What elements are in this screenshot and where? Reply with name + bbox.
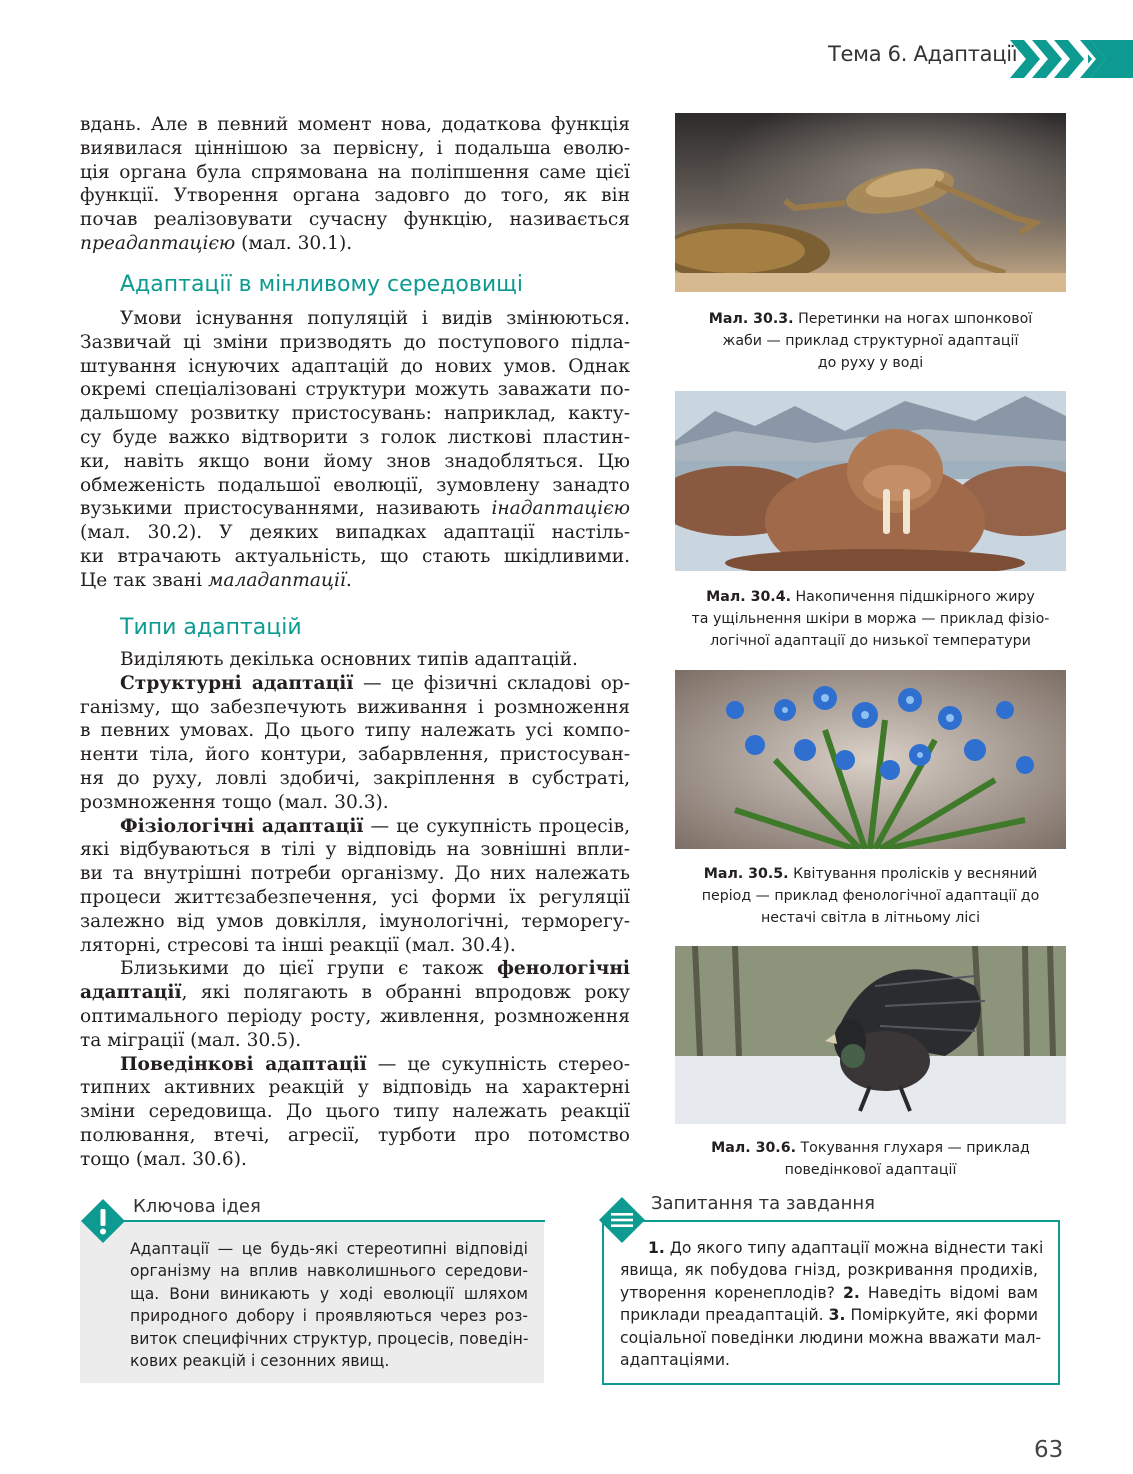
walrus-photo [675,391,1066,571]
text-line: ки, навіть якщо вони йому знов знадобляться. Цю [80,450,630,472]
text-line: почав реалізовувати сучасну функцію, називається [80,209,630,231]
chevrons-icon [1010,40,1133,78]
questions-title: Запитання та завдання [651,1193,875,1214]
text-line: ща. Вони виникають у ході еволюції шляхом [130,1284,528,1303]
key-idea-text [130,1238,528,1372]
caption-text: Квітування пролісків у весняний [788,866,1038,882]
text-line: окремі спеціалізовані структури можуть заважати по- [80,379,630,401]
frog-photo [675,113,1066,292]
caption-text: Перетинки на ногах шпонкової [793,311,1033,327]
term-preadaptation: преадаптацією [80,232,236,254]
text-line: типних активних реакцій у відповідь на характерні [80,1077,630,1099]
figure-ref: (мал. 30.1). [235,232,353,254]
text-line: ви та внутрішні потреби організму. До них належать [80,863,630,885]
chapter-title: Тема 6. Адаптації [828,42,1018,66]
text-line: організму на вплив навколишнього середови- [130,1262,528,1281]
text-line [620,1304,1038,1326]
intro-paragraph [80,113,630,256]
text-line [80,672,630,696]
text-line: функції. Утворення органа задовго до того, як він [80,185,630,207]
caption-fig-30-4 [668,586,1073,652]
text-line: в певних умовах. До цього типу належать усі компо- [80,720,630,742]
caption-label: Мал. 30.3. [708,311,794,327]
term-phenological-cont: адаптації [80,982,182,1004]
section-heading-changing-environment: Адаптації в мінливому середовищі [120,272,523,297]
caption-label: Мал. 30.5. [703,866,789,882]
text-line: явища, як побудова гнізд, розкривання продихів, [620,1261,1038,1280]
text-line: дальшому розвитку пристосувань: наприклад, какту- [80,403,630,425]
page-number: 63 [1034,1437,1064,1463]
question-text: Наведіть відомі вам [859,1283,1038,1302]
text-line: вдань. Але в певний момент нова, додаткова функція [80,114,630,135]
caption-text: нестачі світла в літньому лісі [760,910,981,926]
text-line [80,232,630,256]
key-idea-rule [120,1220,545,1222]
text-line: Виділяють декілька основних типів адаптацій. [120,649,578,670]
exclamation-icon [80,1198,126,1244]
caption-label: Мал. 30.6. [711,1140,796,1156]
text-line [80,981,630,1005]
section2-paragraphs [80,648,630,1172]
caption-label: Мал. 30.4. [706,589,791,605]
text-line [80,1053,630,1077]
caption-text: жаби — приклад структурної адаптації [722,333,1019,349]
text-line: тощо (мал. 30.6). [80,1148,247,1170]
text-line: процеси життєзабезпечення, усі форми їх регуляції [80,886,630,908]
term-phenological: фенологічні [497,958,630,980]
text-line: виток специфічних структур, процесів, поведін- [130,1329,529,1348]
text-line: кових реакцій і сезонних явищ. [130,1352,390,1371]
text-line: Адаптації — це будь-які стереотипні відповіді [130,1240,528,1258]
scilla-flowers-photo [675,670,1066,849]
text-line [80,569,630,593]
section-heading-adaptation-types: Типи адаптацій [120,615,302,640]
term-physiological: Фізіологічні адаптації [120,815,364,837]
text-line: ки втрачають актуальність, що стають шкідливими. [80,545,630,567]
text-line: зміни середовища. До цього типу належать реакції [80,1101,630,1123]
key-idea-title: Ключова ідея [133,1196,261,1217]
caption-text: період — приклад фенологічної адаптації до [701,888,1040,904]
text-line: соціальної поведінки людини можна вважати мал- [620,1328,1042,1347]
term-maladaptation: маладаптації [207,569,346,591]
text-line: які відбуваються в тілі у відповідь на зовнішні впли- [80,839,630,861]
questions-text [620,1237,1044,1371]
question-text: Поміркуйте, які форми [845,1306,1038,1325]
caption-text: поведінкової адаптації [784,1162,957,1178]
text-line [80,497,630,521]
text-line: природного добору і проявляються через роз- [130,1307,528,1326]
capercaillie-photo [675,946,1066,1124]
text-line: штування існуючих адаптацій до нових умов. Однак [80,355,630,377]
text-span: — це фізичні складові ор- [353,672,630,694]
text-line: полювання, втечі, агресії, турботи про потомство [80,1124,630,1146]
caption-text: логічної адаптації до низької температури [710,633,1031,649]
text-span: Це так звані [80,569,208,591]
text-line: та міграції (мал. 30.5). [80,1029,302,1051]
text-line: виявилася ціннішою за первісну, і подальша еволю- [80,137,630,159]
text-line: ція органа була спрямована на поліпшення саме цієї [80,161,630,183]
text-line: ня до руху, ловлі здобичі, закріплення в субстраті, [80,767,630,789]
caption-fig-30-5 [668,863,1073,929]
term-structural: Структурні адаптації [120,672,354,694]
question-number: 2. [843,1283,860,1302]
question-number: 1. [648,1239,665,1257]
text-span: вузькими пристосуваннями, називають [80,498,492,520]
text-line: адаптаціями. [620,1351,730,1370]
section1-paragraph [80,307,630,593]
term-behavioral: Поведінкові адаптації [120,1053,367,1075]
text-line [80,815,630,839]
text-span: — це сукупність процесів, [363,815,630,837]
question-text: приклади преадаптацій. [620,1306,829,1325]
text-line: залежно від умов довкілля, імунологічні, терморегу- [80,910,630,932]
text-span: , які полягають в обранні впродовж року [181,982,630,1004]
text-line: розмноження тощо (мал. 30.3). [80,791,389,813]
text-line: обмеженість подальшої еволюції, зумовлену занадто [80,474,630,496]
question-text: утворення коренеплодів? [620,1283,844,1302]
text-line: су буде важко відтворити з голок листкові пластин- [80,426,630,448]
term-inadaptation: інадаптацією [491,498,630,520]
text-line: ганізму, що забезпечують виживання і розмноження [80,696,630,718]
caption-text: до руху у воді [817,355,924,371]
caption-fig-30-6 [668,1137,1073,1181]
text-line: Зазвичай ці зміни призводять до поступового підла- [80,331,630,353]
text-line: оптимального періоду росту, живлення, розмноження [80,1005,630,1027]
caption-text: Накопичення підшкірного жиру [790,589,1035,605]
text-line: (мал. 30.2). У деяких випадках адаптації настіль- [80,522,630,544]
caption-fig-30-3 [668,308,1073,374]
text-span: — це сукупність стерео- [366,1053,631,1075]
text-line [620,1282,1038,1304]
question-number: 3. [828,1306,846,1325]
question-text: До якого типу адаптації можна віднести такі [664,1239,1044,1257]
text-line: ненти тіла, його контури, забарвлення, пристосуван- [80,744,630,766]
caption-text: та ущільнення шкіри в моржа — приклад фізіо- [691,611,1050,627]
text-span: Близькими до цієї групи є також [120,958,498,980]
caption-text: Токування глухаря — приклад [795,1140,1030,1156]
text-line: Умови існування популяцій і видів змінюються. [120,308,630,329]
text-line: ляторні, стресові та інші реакції (мал. 30.4). [80,934,516,956]
text-span: . [345,569,352,591]
text-line [620,1237,1044,1259]
text-line [80,957,630,981]
